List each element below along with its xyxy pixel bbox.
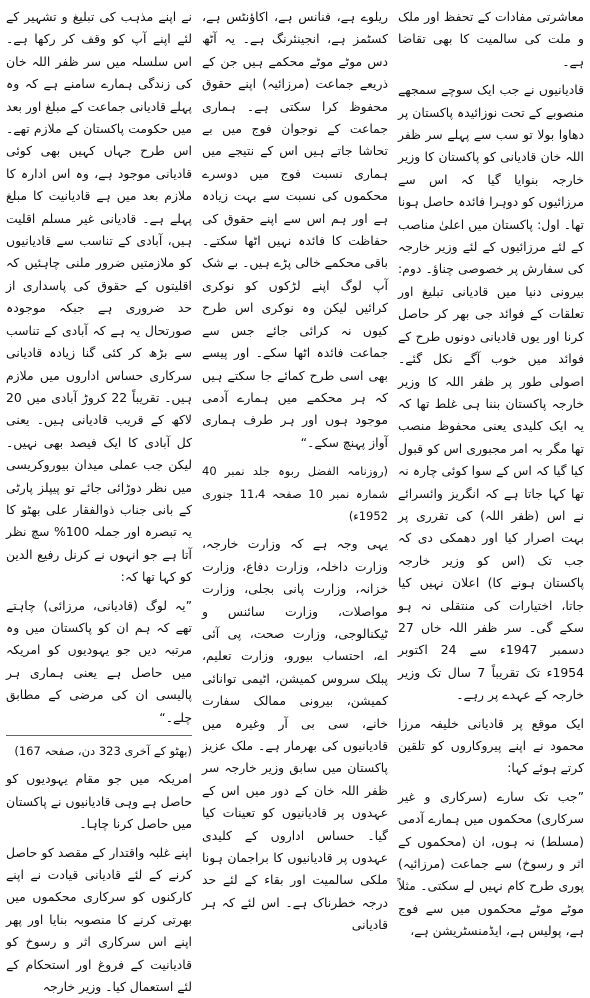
paragraph: ایک موقع پر قادیانی خلیفہ مرزا محمود نے اپنے پیروکاروں کو تلقین کرتے ہوئے کہا: xyxy=(398,715,584,776)
paragraph: قادیانیوں نے جب ایک سوچے سمجھے منصوبے کے تحت نوزائیدہ پاکستان پر دھاوا بولا تو سب سے پہلے سر ظفر اللہ خان قادیانی کو پاکستان کا وزیر خارجہ بنوایا گیا کہ اس سے مرزائیوں کو دوہرا فائدہ حاصل ہونا تھا۔ اول: پاکستان میں اعلیٰ مناصب کے لئے مرزائیوں کے لئے وزیر خارجہ کی سفارش پر خصوصی چناؤ۔ دوم: بیرونی دنیا میں قادیانی تبلیغ اور تعلقات کے فوائد جی بھر کر حاصل کرنا اور یوں قادیانی دونوں طرح کے فوائد میں خوب آگے نکل گئے۔ اصولی طور پر ظفر اللہ کا وزیر خارجہ پاکستان بننا ہی غلط تھا کہ یہ ایک کلیدی یعنی محفوظ منصب تھا مگر بہ امر مجبوری اس کو قبول کیا گیا کہ اس کے سوا کوئی چارہ نہ تھا کہا جاتا ہے کہ انگریز وائسرائے نے اس (ظفر اللہ) کی تقرری پر بہت اصرار کیا اور دھمکی دی کہ جب تک (اس کو وزیر خارجہ پاکستان ہونے کا) اعلان نہیں کیا جاتا، اختیارات کی منتقلی نہ ہو سکے گی۔ سر ظفر اللہ خاں 27 دسمبر 1947ء سے 24 اکتوبر 1954ء تک تقریباً 7 سال تک وزیر خارجہ کے عہدے پر رہے۔ xyxy=(398,82,584,703)
paragraph: معاشرتی مفادات کے تحفظ اور ملک و ملت کی سالمیت کا بھی تقاضا ہے۔ xyxy=(398,9,584,69)
paragraph: نے اپنے مذہب کی تبلیغ و تشہیر کے لئے اپنے آپ کو وقف کر رکھا ہے۔ اس سلسلہ میں سر ظفر اللہ خان کی زندگی ہمارے سامنے ہے کہ وہ پہلے قادیانی جماعت کے مبلغ اور بعد میں حکومت پاکستان کے ملازم تھے۔ اس طرح جہاں کہیں بھی کوئی قادیانی موجود ہے، وہ اس ادارہ کا ملازم بعد میں ہے قادیانیت کا مبلغ پہلے ہے۔ قادیانی غیر مسلم اقلیت ہیں، آبادی کے تناسب سے قادیانیوں کو ملازمتیں ضرور ملنی چاہئیں کہ اقلیتوں کے حقوق کی پاسداری از حد ضروری ہے جبکہ موجودہ صورتحال یہ ہے کہ آبادی کے تناسب سے بڑھ کر کئی گنا زیادہ قادیانی سرکاری حساس اداروں میں ملازم ہیں۔ تقریباً 22 کروڑ آبادی میں 20 لاکھ کے قریب قادیانی ہیں۔ یعنی کل آبادی کا ایک فیصد بھی نہیں۔ لیکن جب عملی میدان بیوروکریسی میں نظر دوڑائی جائے تو پیپلز پارٹی کے بانی جناب ذوالفقار علی بھٹو کا یہ تبصرہ اور جملہ 100% سچ نظر آتا ہے جو انہوں نے کرنل رفیع الدین کو کہا تھا کہ: xyxy=(6,9,193,585)
paragraph: ریلوے ہے، فنانس ہے، اکاؤنٹس ہے، کسٹمز ہے، انجینئرنگ ہے۔ یہ آٹھ دس موٹے موٹے محکمے ہیں جن کے ذریعے جماعت (مرزائیہ) اپنے حقوق محفوظ کرا سکتی ہے۔ ہماری جماعت کے نوجوان فوج میں بے تحاشا جاتے ہیں اس کے نتیجے میں ہماری نسبت فوج میں دوسرے محکموں کی نسبت سے بہت زیادہ ہے اور ہم اس سے اپنے حقوق کی حفاظت کا فائدہ نہیں اٹھا سکتے۔ باقی محکمے خالی پڑے ہیں۔ بے شک آپ لوگ اپنے لڑکوں کو نوکری کرائیں لیکن وہ نوکری اس طرح کیوں نہ کرائی جائے جس سے جماعت فائدہ اٹھا سکے۔ اور پیسے بھی اسی طرح کمائے جا سکتے ہیں کہ ہر محکمے میں ہمارے آدمی موجود ہوں اور ہر طرف ہماری آواز پہنچ سکے۔“ xyxy=(202,9,388,450)
citation: (روزنامہ الفضل ربوہ جلد نمبر 40 شمارہ نمبر 10 صفحہ 11،4 جنوری 1952ء) xyxy=(202,464,389,523)
paragraph: یہی وجہ ہے کہ وزارت خارجہ، وزارت داخلہ، وزارت دفاع، وزارت خزانہ، وزارت پانی بجلی، وزارت مواصلات، وزارت سائنس و ٹیکنالوجی، وزارت صحت، پی آئی اے، احتساب بیورو، وزارت تعلیم، پبلک سروس کمیشن، اٹیمی توانائی کمیشن، بیرونی ممالک سفارت خانے، سی بی آر وغیرہ میں قادیانیوں کی بھرمار ہے۔ ملک عزیز پاکستان میں سابق وزیر خارجہ سر ظفر اللہ خان کے دور میں اس کے عہدوں پر قادیانیوں کو تعینات کیا گیا۔ حساس اداروں کے کلیدی عہدوں پر قادیانیوں کا براجمان ہونا ملکی سالمیت اور بقاء کے لئے حد درجہ خطرناک ہے۔ اس لئے کہ ہر قادیانی xyxy=(202,536,388,933)
article-page xyxy=(6,6,584,995)
column-middle xyxy=(202,6,389,933)
column-right xyxy=(398,6,584,939)
citation: (بھٹو کے آخری 323 دن، صفحہ 167) xyxy=(6,735,192,762)
column-left xyxy=(6,6,193,995)
quote-paragraph: ”جب تک سارے (سرکاری و غیر سرکاری) محکموں میں ہمارے آدمی (مسلط) نہ ہوں، ان (محکموں کے اثر و رسوخ) سے جماعت (مرزائیہ) پوری طرح کام نہیں لے سکتی۔ مثلاً موٹے موٹے محکموں میں سے فوج ہے، پولیس ہے، ایڈمنسٹریشن ہے، xyxy=(398,788,584,939)
paragraph: امریکہ میں جو مقام یہودیوں کو حاصل ہے وہی قادیانیوں نے پاکستان میں حاصل کرنا چاہا۔ xyxy=(6,771,192,832)
paragraph: اپنے غلبہ واقتدار کے مقصد کو حاصل کرنے کے لئے قادیانی قیادت نے اپنے کارکنوں کو سرکاری محکموں میں بھرتی کرنے کا منصوبہ بنایا اور پھر اپنے اس سرکاری اثر و رسوخ کو قادیانیت کے فروغ اور استحکام کے لئے استعمال کیا۔ وزیر خارجہ xyxy=(6,844,192,995)
quote-paragraph: ”یہ لوگ (قادیانی، مرزائی) چاہتے تھے کہ ہم ان کو پاکستان میں وہ مرتبہ دیں جو یہودیوں کو امریکہ میں حاصل ہے یعنی ہماری ہر پالیسی ان کی مرضی کے مطابق چلے۔“ xyxy=(6,597,192,725)
